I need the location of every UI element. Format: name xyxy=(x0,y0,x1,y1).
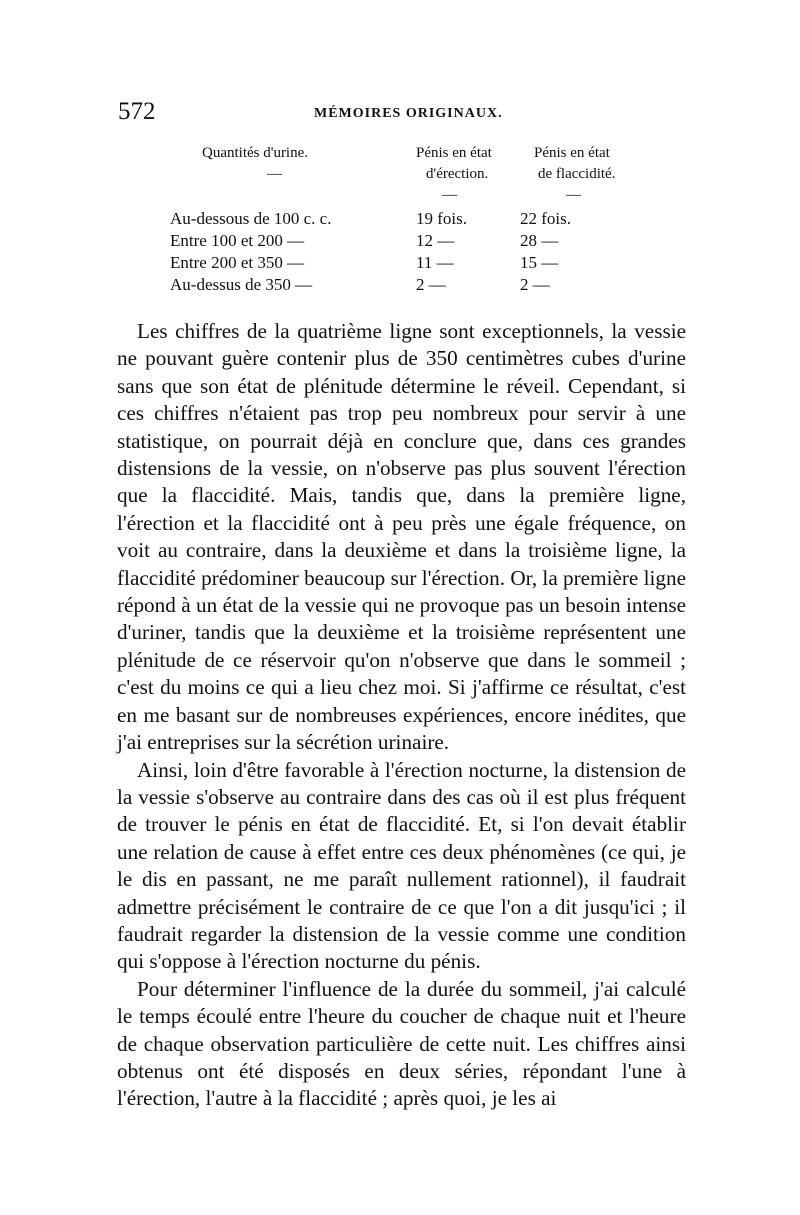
row-erection-count: 12 — xyxy=(416,231,455,250)
row-flaccidity-count: 2 — xyxy=(520,275,550,294)
column-header-flaccidity-line2: de flaccidité. xyxy=(538,166,616,182)
running-title: MÉMOIRES ORIGINAUX. xyxy=(314,106,503,121)
row-label: Entre 200 et 350 — xyxy=(170,253,305,272)
table-row xyxy=(170,253,650,275)
paragraph: Pour déterminer l'influence de la durée du sommeil, j'ai calculé le temps écoulé entre l'heure du coucher de chaque nuit et l'heure de chaque observation particulière de cette nuit. Les chiffres ainsi obtenus ont été disposés en deux séries, répondant l'une à l'érection, l'autre à la flaccidité ; après quoi, je les ai xyxy=(117,976,686,1111)
table-row xyxy=(170,209,650,231)
row-label: Entre 100 et 200 — xyxy=(170,231,305,250)
row-erection-count: 11 — xyxy=(416,253,454,272)
body-text xyxy=(117,318,686,1113)
column-header-flaccidity-line1: Pénis en état xyxy=(534,145,610,161)
page-header xyxy=(118,98,686,124)
page-number: 572 xyxy=(118,98,156,125)
header-dash: — xyxy=(267,166,282,182)
column-header-erection-line2: d'érection. xyxy=(426,166,489,182)
table-row xyxy=(170,275,650,297)
urine-quantity-table xyxy=(170,145,650,305)
paragraph: Les chiffres de la quatrième ligne sont exceptionnels, la vessie ne pouvant guère contenir plus de 350 centimètres cubes d'urine sans que son état de plénitude détermine le réveil. Cependant, si ces chiffres n'étaient pas trop peu nombreux pour servir à une statistique, on pourrait déjà en conclure que, dans ces grandes distensions de la vessie, on n'observe pas plus souvent l'érection que la flaccidité. Mais, tandis que, dans la première ligne, l'érection et la flaccidité ont à peu près une égale fréquence, on voit au contraire, dans la deuxième et dans la troisième ligne, la flaccidité prédominer beaucoup sur l'érection. Or, la première ligne répond à un état de la vessie qui ne provoque pas un besoin intense d'uriner, tandis que la deuxième et la troisième représentent une plénitude de ce réservoir qu'on n'observe que dans le sommeil ; c'est du moins ce qui a lieu chez moi. Si j'affirme ce résultat, c'est en me basant sur de nombreuses expériences, encore inédites, que j'ai entreprises sur la sécrétion urinaire. xyxy=(117,319,686,755)
row-label: Au-dessus de 350 — xyxy=(170,275,313,294)
row-flaccidity-count: 28 — xyxy=(520,231,559,250)
row-flaccidity-count: 22 fois. xyxy=(520,209,571,228)
table-row xyxy=(170,231,650,253)
row-label: Au-dessous de 100 c. c. xyxy=(170,209,332,228)
row-flaccidity-count: 15 — xyxy=(520,253,559,272)
row-erection-count: 2 — xyxy=(416,275,446,294)
header-dash: — xyxy=(566,187,581,203)
paragraph: Ainsi, loin d'être favorable à l'érection nocturne, la distension de la vessie s'observe au contraire dans des cas où il est plus fréquent de trouver le pénis en état de flaccidité. Et, si l'on devait établir une relation de cause à effet entre ces deux phénomènes (ce qui, je le dis en passant, ne me paraît nullement rationnel), il faudrait admettre précisément le contraire de ce que l'on a dit jusqu'ici ; il faudrait regarder la distension de la vessie comme une condition qui s'oppose à l'érection nocturne du pénis. xyxy=(117,757,686,974)
column-header-quantities: Quantités d'urine. xyxy=(202,145,309,161)
row-erection-count: 19 fois. xyxy=(416,209,467,228)
column-header-erection-line1: Pénis en état xyxy=(416,145,492,161)
header-dash: — xyxy=(442,187,457,203)
